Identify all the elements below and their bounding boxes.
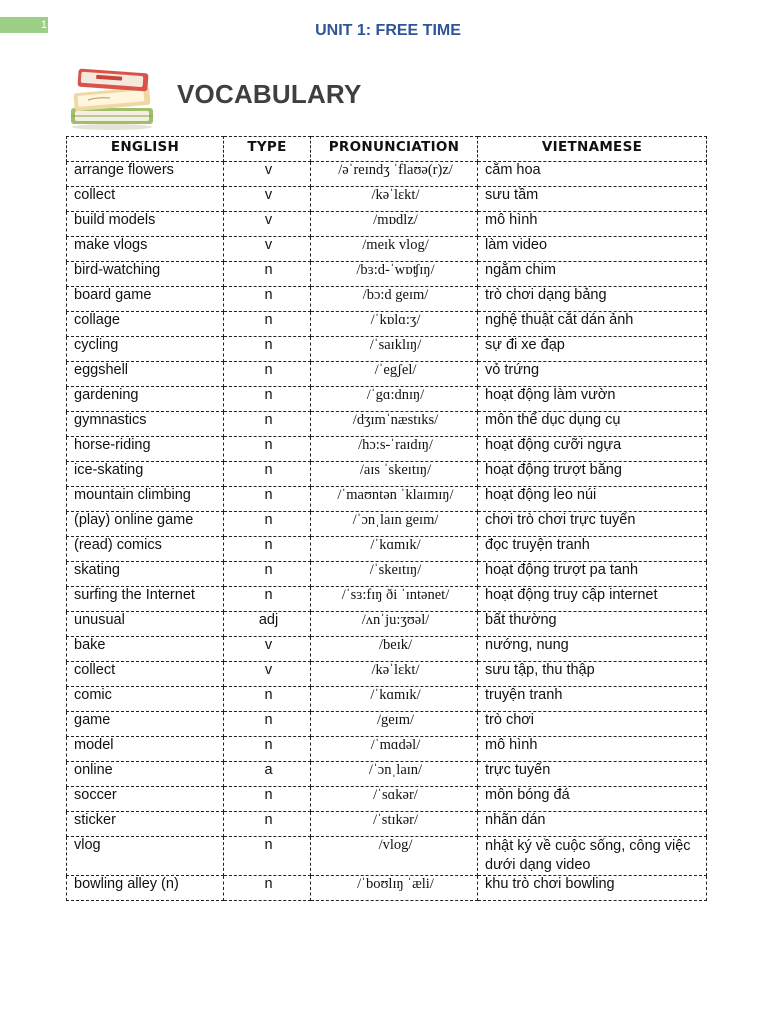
cell-type: v [224,162,311,187]
cell-vietnamese: khu trò chơi bowling [478,876,707,901]
table-row [67,537,707,562]
vocabulary-heading: VOCABULARY [177,79,362,109]
table-row [67,262,707,287]
cell-vietnamese: vỏ trứng [478,362,707,387]
cell-type: n [224,837,311,876]
cell-pronunciation: /hɔ:s-ˈraɪdɪŋ/ [311,437,478,462]
header-english: ENGLISH [67,137,224,162]
table-row [67,812,707,837]
cell-vietnamese: truyện tranh [478,687,707,712]
cell-pronunciation: /kəˈlɛkt/ [311,187,478,212]
cell-type: v [224,187,311,212]
cell-english: eggshell [67,362,224,387]
cell-type: n [224,787,311,812]
cell-pronunciation: /ˈkɑmɪk/ [311,687,478,712]
cell-vietnamese: hoạt động trượt pa tanh [478,562,707,587]
table-row [67,162,707,187]
table-row [67,876,707,901]
table-row [67,287,707,312]
table-row [67,837,707,876]
table-row [67,487,707,512]
cell-pronunciation: /geɪm/ [311,712,478,737]
header-pronunciation: PRONUNCIATION [311,137,478,162]
cell-english: unusual [67,612,224,637]
cell-english: build models [67,212,224,237]
cell-pronunciation: /ˈgɑ:dnɪŋ/ [311,387,478,412]
cell-pronunciation: /aɪs ˈskeɪtɪŋ/ [311,462,478,487]
table-row [67,562,707,587]
cell-type: n [224,712,311,737]
cell-type: v [224,212,311,237]
cell-type: n [224,437,311,462]
cell-pronunciation: /ˈegʃel/ [311,362,478,387]
cell-pronunciation: /kəˈlɛkt/ [311,662,478,687]
cell-vietnamese: làm video [478,237,707,262]
cell-vietnamese: đọc truyện tranh [478,537,707,562]
table-row [67,512,707,537]
cell-pronunciation: /ˈboʊlɪŋ ˈæli/ [311,876,478,901]
cell-vietnamese: nghệ thuật cắt dán ảnh [478,312,707,337]
table-row [67,362,707,387]
books-stack-icon [66,64,158,130]
table-row [67,387,707,412]
cell-english: horse-riding [67,437,224,462]
cell-english: (play) online game [67,512,224,537]
table-row [67,762,707,787]
cell-vietnamese: sưu tầm [478,187,707,212]
cell-english: (read) comics [67,537,224,562]
cell-pronunciation: /ˈɔnˌlaɪn/ [311,762,478,787]
cell-vietnamese: chơi trò chơi trực tuyến [478,512,707,537]
cell-type: n [224,812,311,837]
cell-vietnamese: môn thể dục dụng cụ [478,412,707,437]
cell-english: soccer [67,787,224,812]
cell-type: n [224,737,311,762]
cell-type: n [224,387,311,412]
cell-pronunciation: /əˈreɪndʒ ˈflaʊə(r)z/ [311,162,478,187]
table-row [67,662,707,687]
cell-english: board game [67,287,224,312]
table-row [67,187,707,212]
cell-type: n [224,687,311,712]
cell-pronunciation: /ˈmɑdəl/ [311,737,478,762]
cell-vietnamese: hoạt động làm vườn [478,387,707,412]
cell-english: collage [67,312,224,337]
cell-pronunciation: /ˈsɑkər/ [311,787,478,812]
cell-english: vlog [67,837,224,876]
cell-type: n [224,337,311,362]
cell-type: n [224,512,311,537]
cell-english: gymnastics [67,412,224,437]
cell-vietnamese: trực tuyến [478,762,707,787]
cell-type: adj [224,612,311,637]
cell-english: model [67,737,224,762]
cell-type: n [224,537,311,562]
cell-english: gardening [67,387,224,412]
cell-vietnamese: nhật ký về cuộc sống, công việc dưới dạng video [478,837,707,876]
cell-pronunciation: /ˈstɪkər/ [311,812,478,837]
cell-english: game [67,712,224,737]
cell-english: cycling [67,337,224,362]
cell-type: n [224,587,311,612]
table-row [67,737,707,762]
cell-pronunciation: /vlog/ [311,837,478,876]
cell-pronunciation: /ʌnˈju:ʒʊəl/ [311,612,478,637]
cell-english: skating [67,562,224,587]
cell-pronunciation: /ˈsaɪklɪŋ/ [311,337,478,362]
vocabulary-table [66,136,707,901]
cell-vietnamese: bất thường [478,612,707,637]
cell-vietnamese: nhãn dán [478,812,707,837]
cell-type: n [224,462,311,487]
table-row [67,437,707,462]
table-row [67,587,707,612]
table-row [67,712,707,737]
cell-vietnamese: hoạt động trượt băng [478,462,707,487]
cell-english: ice-skating [67,462,224,487]
cell-english: surfing the Internet [67,587,224,612]
cell-vietnamese: cắm hoa [478,162,707,187]
cell-vietnamese: hoạt động truy cập internet [478,587,707,612]
cell-english: collect [67,662,224,687]
cell-type: n [224,262,311,287]
cell-type: n [224,287,311,312]
table-row [67,462,707,487]
cell-type: n [224,362,311,387]
cell-pronunciation: /ˈsɜ:fɪŋ ði ˈɪntənet/ [311,587,478,612]
cell-type: v [224,662,311,687]
cell-english: comic [67,687,224,712]
table-row [67,237,707,262]
table-row [67,212,707,237]
cell-pronunciation: /dʒɪmˈnæstɪks/ [311,412,478,437]
cell-pronunciation: /beɪk/ [311,637,478,662]
cell-english: make vlogs [67,237,224,262]
cell-english: bake [67,637,224,662]
cell-vietnamese: nướng, nung [478,637,707,662]
cell-pronunciation: /bɔ:d geɪm/ [311,287,478,312]
cell-vietnamese: mô hình [478,737,707,762]
table-row [67,312,707,337]
cell-vietnamese: sự đi xe đạp [478,337,707,362]
cell-vietnamese: hoạt động cưỡi ngựa [478,437,707,462]
cell-vietnamese: trò chơi dạng bảng [478,287,707,312]
cell-pronunciation: /ˈskeɪtɪŋ/ [311,562,478,587]
cell-pronunciation: /ˈmaʊntən ˈklaɪmɪŋ/ [311,487,478,512]
cell-english: bowling alley (n) [67,876,224,901]
cell-english: sticker [67,812,224,837]
cell-english: collect [67,187,224,212]
cell-vietnamese: ngắm chim [478,262,707,287]
cell-type: a [224,762,311,787]
cell-type: n [224,876,311,901]
cell-type: n [224,562,311,587]
header-vietnamese: VIETNAMESE [478,137,707,162]
cell-vietnamese: môn bóng đá [478,787,707,812]
table-row [67,637,707,662]
page-number: 1 [0,17,48,33]
cell-type: v [224,237,311,262]
unit-title: UNIT 1: FREE TIME [315,22,461,39]
cell-pronunciation: /ˈkɑmɪk/ [311,537,478,562]
cell-pronunciation: /mɒdlz/ [311,212,478,237]
cell-pronunciation: /ˈkɒlɑ:ʒ/ [311,312,478,337]
cell-type: v [224,637,311,662]
table-header-row [67,137,707,162]
cell-vietnamese: sưu tập, thu thập [478,662,707,687]
cell-type: n [224,412,311,437]
cell-english: bird-watching [67,262,224,287]
cell-vietnamese: mô hình [478,212,707,237]
cell-pronunciation: /ˈɔnˌlaɪn geɪm/ [311,512,478,537]
table-row [67,687,707,712]
table-row [67,612,707,637]
cell-vietnamese: hoạt động leo núi [478,487,707,512]
cell-english: arrange flowers [67,162,224,187]
vocabulary-table-body [67,162,707,901]
header-type: TYPE [224,137,311,162]
cell-english: mountain climbing [67,487,224,512]
cell-pronunciation: /meɪk vlog/ [311,237,478,262]
cell-pronunciation: /bɜ:d-ˈwɒʧɪŋ/ [311,262,478,287]
cell-type: n [224,487,311,512]
cell-type: n [224,312,311,337]
table-row [67,412,707,437]
cell-vietnamese: trò chơi [478,712,707,737]
table-row [67,787,707,812]
table-row [67,337,707,362]
cell-english: online [67,762,224,787]
